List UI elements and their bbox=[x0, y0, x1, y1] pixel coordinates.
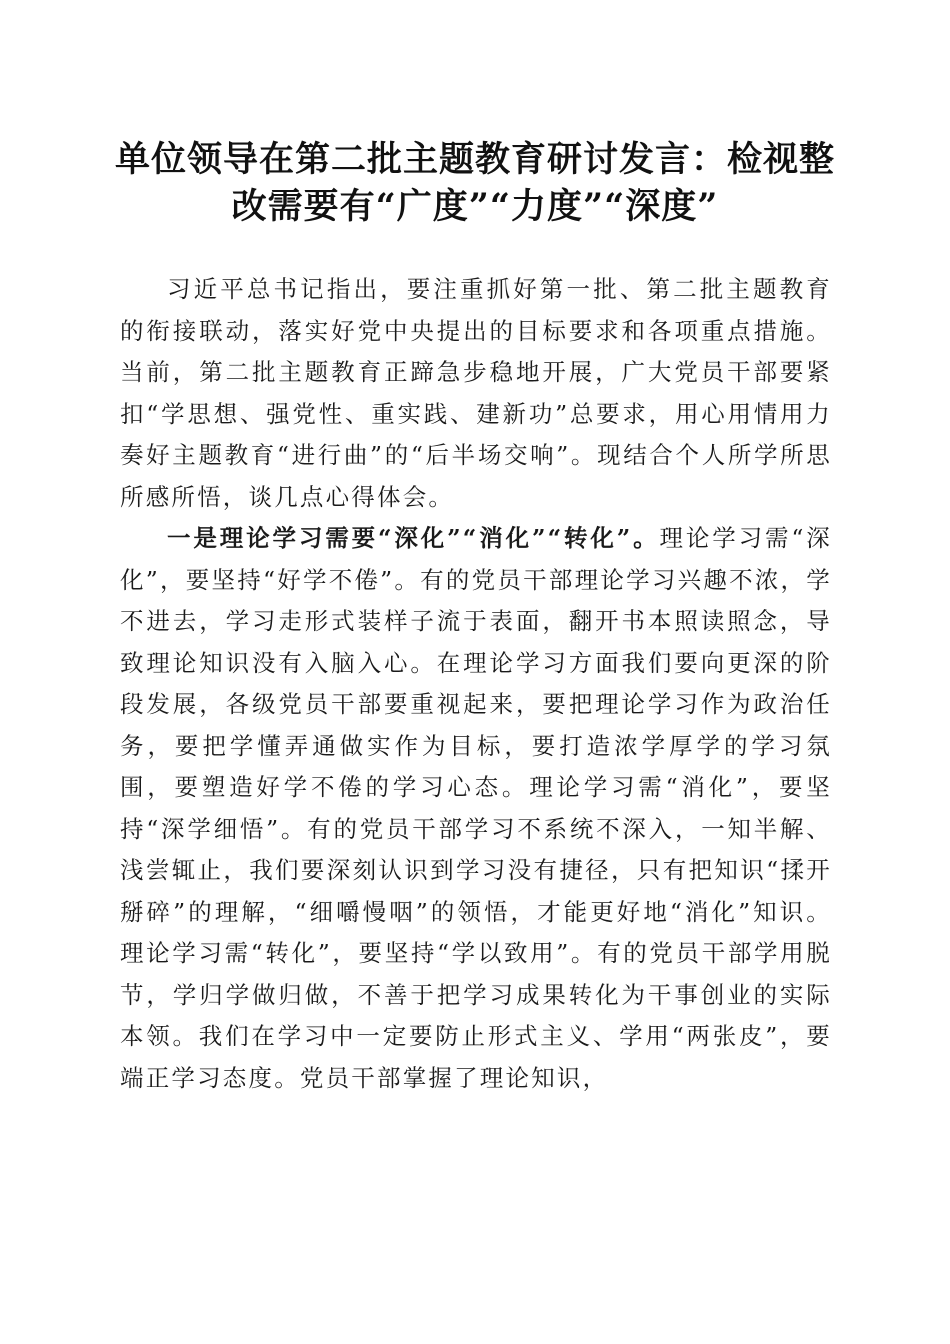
paragraph-intro: 习近平总书记指出，要注重抓好第一批、第二批主题教育的衔接联动，落实好党中央提出的目标要求和各项重点措施。当前，第二批主题教育正蹄急步稳地开展，广大党员干部要紧扣“学思想、强党性、重实践、建新功”总要求，用心用情用力奏好主题教育“进行曲”的“后半场交响”。现结合个人所学所思所感所悟，谈几点心得体会。 bbox=[120, 275, 832, 511]
document-body bbox=[120, 269, 832, 1099]
document-title bbox=[100, 136, 850, 230]
paragraph-body-text: 理论学习需“深化”，要坚持“好学不倦”。有的党员干部理论学习兴趣不浓，学不进去，学习走形式装样子流于表面，翻开书本照读照念，导致理论知识没有入脑入心。在理论学习方面我们要向更深的阶段发展，各级党员干部要重视起来，要把理论学习作为政治任务，要把学懂弄通做实作为目标，要打造浓学厚学的学习氛围，要塑造好学不倦的学习心态。理论学习需“消化”，要坚持“深学细悟”。有的党员干部学习不系统不深入，一知半解、浅尝辄止，我们要深刻认识到学习没有捷径，只有把知识“揉开掰碎”的理解，“细嚼慢咽”的领悟，才能更好地“消化”知识。理论学习需“转化”，要坚持“学以致用”。有的党员干部学用脱节，学归学做归做，不善于把学习成果转化为干事创业的实际本领。我们在学习中一定要防止形式主义、学用“两张皮”，要端正学习态度。党员干部掌握了理论知识， bbox=[120, 524, 832, 1092]
title-line-1: 单位领导在第二批主题教育研讨发言：检视整 bbox=[114, 139, 835, 180]
paragraph-theory-study bbox=[120, 518, 832, 1099]
paragraph-lead-heading: 一是理论学习需要“深化”“消化”“转化”。 bbox=[167, 524, 660, 552]
title-line-2: 改需要有“广度”“力度”“深度” bbox=[231, 186, 719, 227]
